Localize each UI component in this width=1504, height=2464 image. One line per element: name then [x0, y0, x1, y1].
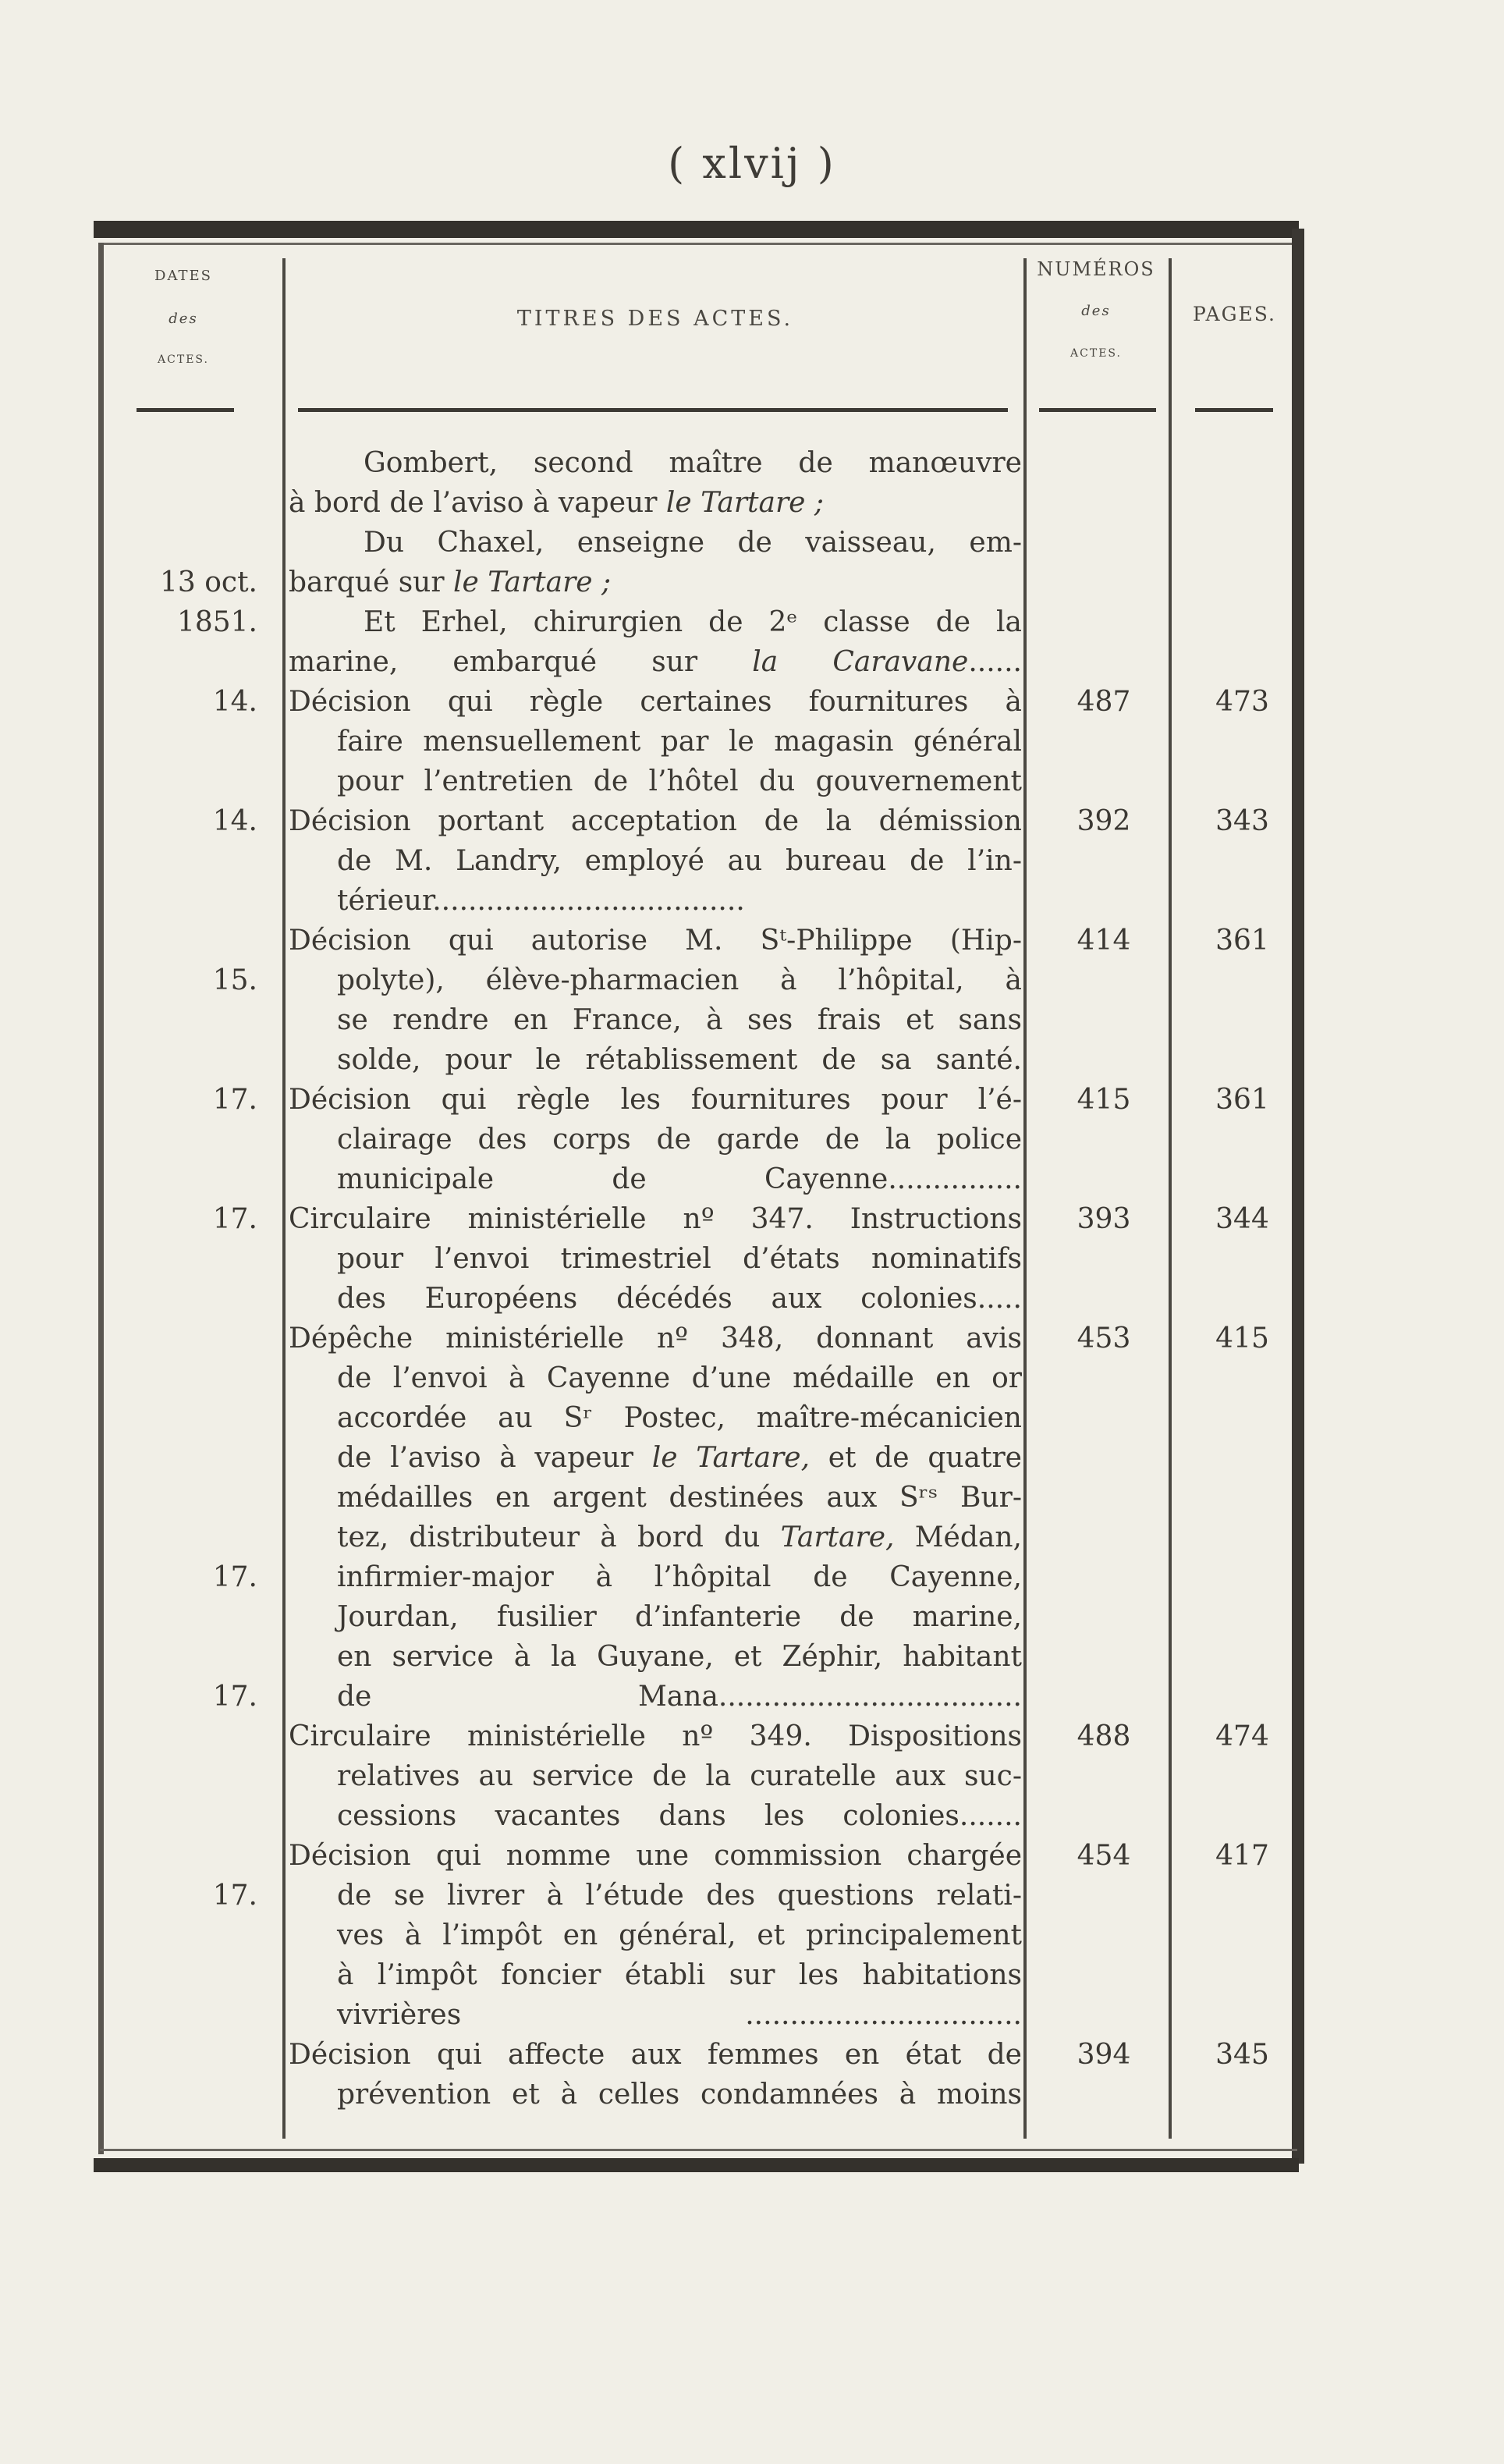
header-rule-pages	[1195, 408, 1273, 412]
header-numeros-line3: ACTES.	[1070, 347, 1122, 360]
title-text: tez, distributeur à bord du	[337, 1521, 781, 1553]
title-line	[289, 921, 1022, 960]
bottom-border-rule	[94, 2158, 1299, 2172]
title-text: pour l’entretien de l’hôtel du gouvernement	[337, 765, 1022, 797]
title-line	[289, 2075, 1022, 2114]
act-numero: 488	[1077, 1720, 1131, 1752]
act-numero: 393	[1077, 1203, 1131, 1235]
title-italic-text: la Caravane	[752, 646, 969, 678]
title-text: faire mensuellement par le magasin général	[337, 726, 1022, 758]
act-date: 14.	[212, 805, 257, 837]
act-date: 14.	[212, 686, 257, 718]
acts-table	[94, 221, 1311, 2175]
page-number: ( xlvij )	[668, 139, 836, 188]
title-line	[289, 683, 1022, 722]
title-text: médailles en argent destinées aux Sʳˢ Bur-	[337, 1482, 1022, 1514]
act-date: 15.	[212, 964, 257, 996]
title-italic-text: le Tartare ;	[453, 566, 612, 598]
title-text: marine, embarqué sur	[289, 646, 753, 678]
title-after-text: Médan,	[894, 1521, 1022, 1553]
title-text: Circulaire ministérielle nº 349. Dispositions	[289, 1720, 1022, 1752]
bottom-border-thin-rule	[100, 2149, 1297, 2151]
header-titles: TITRES DES ACTES.	[516, 307, 794, 331]
title-line	[289, 762, 1022, 801]
act-date: 17.	[212, 1203, 257, 1235]
title-text: pour l’envoi trimestriel d’états nominatifs	[337, 1243, 1022, 1275]
title-text: Décision qui règle les fournitures pour l’é-	[289, 1084, 1022, 1116]
act-numero: 394	[1077, 2039, 1131, 2071]
title-line	[289, 603, 1022, 642]
act-numero: 414	[1077, 925, 1131, 957]
act-page: 415	[1215, 1323, 1269, 1354]
act-date: 13 oct.	[160, 566, 257, 598]
title-line	[289, 802, 1022, 841]
act-date: 17.	[212, 1880, 257, 1912]
title-line	[289, 882, 1022, 921]
title-text: se rendre en France, à ses frais et sans	[337, 1004, 1022, 1036]
header-dates-line3: ACTES.	[158, 353, 209, 366]
title-line	[289, 1479, 1022, 1518]
title-text: infirmier-major à l’hôpital de Cayenne,	[337, 1561, 1022, 1593]
act-date: 17.	[212, 1084, 257, 1116]
title-text: solde, pour le rétablissement de sa santé.	[337, 1044, 1022, 1076]
title-text: prévention et à celles condamnées à moins	[337, 2079, 1022, 2111]
act-numero: 392	[1077, 805, 1131, 837]
act-numero: 487	[1077, 686, 1131, 718]
act-page: 343	[1215, 805, 1269, 837]
title-italic-text: le Tartare,	[651, 1442, 811, 1474]
header-dates-line2: des	[168, 311, 198, 327]
title-text: à l’impôt foncier établi sur les habitations	[337, 1959, 1022, 1991]
title-text: Du Chaxel, enseigne de vaisseau, em-	[364, 527, 1022, 559]
header-rule-titles	[298, 408, 1008, 412]
title-text: accordée au Sʳ Postec, maître-mécanicien	[337, 1402, 1022, 1434]
header-pages: PAGES.	[1193, 303, 1276, 325]
header-numeros-line1: NUMÉROS	[1037, 258, 1155, 280]
title-line	[289, 1717, 1022, 1756]
title-text: Décision qui règle certaines fournitures à	[289, 686, 1022, 718]
title-line	[289, 1558, 1022, 1597]
title-text: de se livrer à l’étude des questions relati-	[337, 1880, 1022, 1912]
title-line	[289, 842, 1022, 881]
title-line	[289, 1916, 1022, 1955]
title-italic-text: le Tartare ;	[665, 487, 825, 519]
title-text: Décision qui autorise M. Sᵗ-Philippe (Hip-	[289, 925, 1022, 957]
act-numero: 415	[1077, 1084, 1131, 1116]
title-line	[289, 1956, 1022, 1995]
title-text: Dépêche ministérielle nº 348, donnant avis	[289, 1323, 1022, 1354]
column-divider-dates	[282, 258, 286, 2139]
title-text: térieur...................................	[337, 885, 745, 917]
title-text: vivrières ...............................	[337, 1999, 1022, 2031]
title-line	[289, 1837, 1022, 1876]
act-numero: 453	[1077, 1323, 1131, 1354]
title-text: Circulaire ministérielle nº 347. Instructions	[289, 1203, 1022, 1235]
title-text: Décision portant acceptation de la démission	[289, 805, 1022, 837]
title-text: polyte), élève-pharmacien à l’hôpital, à	[337, 964, 1022, 996]
title-line	[289, 1200, 1022, 1239]
title-line	[289, 563, 1022, 602]
header-dates-line1: DATES	[154, 268, 212, 284]
title-line	[289, 1319, 1022, 1358]
title-line	[289, 1240, 1022, 1279]
title-line	[289, 1160, 1022, 1199]
title-line	[289, 1001, 1022, 1040]
title-text: relatives au service de la curatelle aux suc-	[337, 1760, 1022, 1792]
title-line	[289, 1359, 1022, 1398]
title-line	[289, 643, 1022, 682]
top-border-rule	[94, 221, 1299, 238]
title-line	[289, 1876, 1022, 1915]
title-text: Jourdan, fusilier d’infanterie de marine,	[337, 1601, 1022, 1633]
title-after-text: ......	[968, 646, 1022, 678]
act-page: 344	[1215, 1203, 1269, 1235]
title-text: de l’aviso à vapeur	[337, 1442, 652, 1474]
act-date: 1851.	[176, 606, 257, 638]
title-text: de l’envoi à Cayenne d’une médaille en or	[337, 1362, 1022, 1394]
act-page: 473	[1215, 686, 1269, 718]
title-text: des Européens décédés aux colonies.....	[337, 1283, 1022, 1315]
title-after-text: et de quatre	[810, 1442, 1022, 1474]
act-date: 17.	[212, 1681, 257, 1713]
title-text: de M. Landry, employé au bureau de l’in-	[337, 845, 1022, 877]
act-page: 361	[1215, 925, 1269, 957]
title-text: à bord de l’aviso à vapeur	[289, 487, 666, 519]
title-line	[289, 1757, 1022, 1796]
title-text: ves à l’impôt en général, et principalement	[337, 1919, 1022, 1951]
title-text: de Mana..................................	[337, 1681, 1022, 1713]
act-page: 474	[1215, 1720, 1269, 1752]
title-line	[289, 444, 1022, 483]
act-date: 17.	[212, 1561, 257, 1593]
header-numeros-line2: des	[1081, 303, 1111, 319]
title-text: Et Erhel, chirurgien de 2ᵉ classe de la	[364, 606, 1022, 638]
title-text: en service à la Guyane, et Zéphir, habitant	[337, 1641, 1022, 1673]
title-line	[289, 1439, 1022, 1478]
title-line	[289, 723, 1022, 762]
title-line	[289, 1399, 1022, 1438]
title-text: Gombert, second maître de manœuvre	[364, 447, 1022, 479]
act-numero: 454	[1077, 1840, 1131, 1872]
title-italic-text: Tartare,	[780, 1521, 895, 1553]
title-line	[289, 1598, 1022, 1637]
title-line	[289, 524, 1022, 563]
title-line	[289, 1041, 1022, 1080]
title-line	[289, 1120, 1022, 1159]
top-border-thin-rule	[100, 243, 1297, 245]
title-line	[289, 1996, 1022, 2035]
title-text: Décision qui nomme une commission chargée	[289, 1840, 1022, 1872]
title-line	[289, 1797, 1022, 1836]
title-line	[289, 1518, 1022, 1557]
title-line	[289, 1280, 1022, 1319]
left-border	[98, 243, 104, 2154]
title-line	[289, 961, 1022, 1000]
title-line	[289, 1081, 1022, 1120]
act-page: 345	[1215, 2039, 1269, 2071]
title-text: clairage des corps de garde de la police	[337, 1124, 1022, 1156]
title-text: Décision qui affecte aux femmes en état de	[289, 2039, 1022, 2071]
title-text: municipale de Cayenne...............	[337, 1163, 1022, 1195]
header-rule-numeros	[1039, 408, 1156, 412]
title-line	[289, 2036, 1022, 2075]
title-line	[289, 484, 1022, 523]
header-rule-dates	[137, 408, 234, 412]
title-text: barqué sur	[289, 566, 454, 598]
title-line	[289, 1638, 1022, 1677]
act-page: 361	[1215, 1084, 1269, 1116]
title-line	[289, 1678, 1022, 1717]
act-page: 417	[1215, 1840, 1269, 1872]
title-text: cessions vacantes dans les colonies.......	[337, 1800, 1022, 1832]
